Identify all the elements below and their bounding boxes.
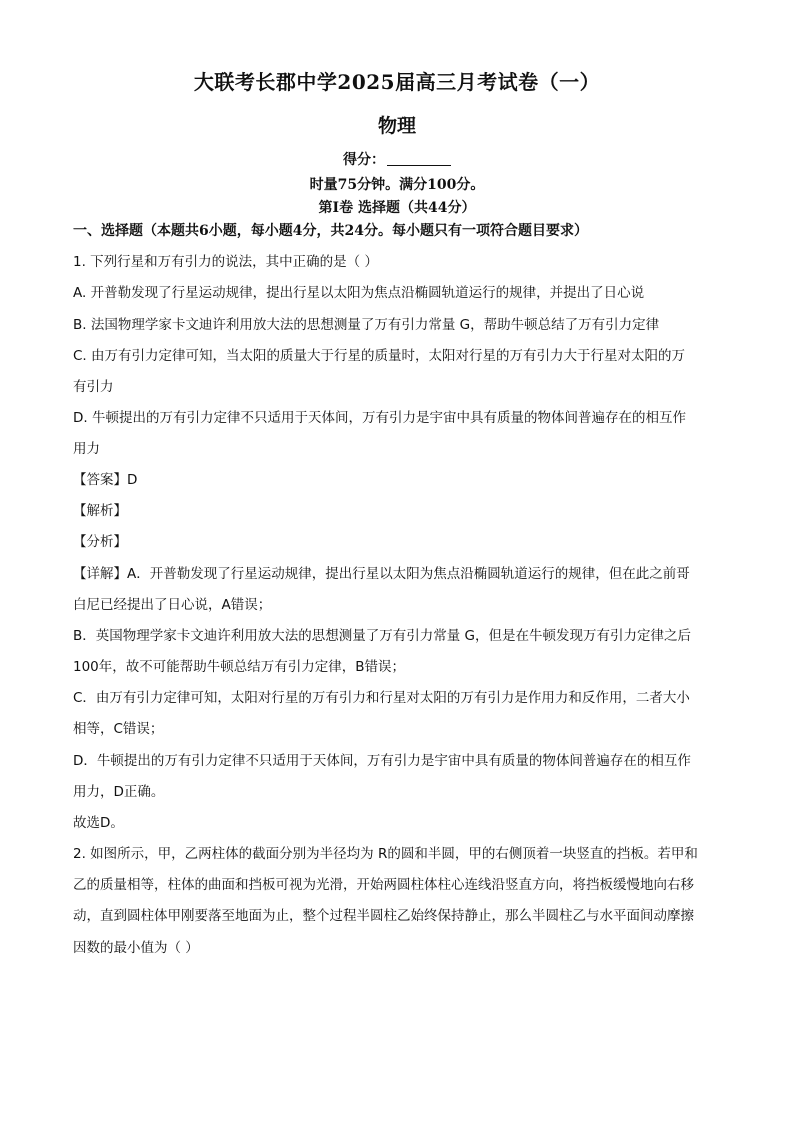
time-info: 时量75分钟。满分100分。	[309, 177, 485, 193]
q1-fenxi-label: 【分析】	[73, 534, 127, 550]
q1-conclusion: 故选D。	[73, 815, 124, 831]
q2-stem-3: 动，直到圆柱体甲刚要落至地面为止，整个过程半圆柱乙始终保持静止，那么半圆柱乙与水平面间动摩擦	[73, 908, 694, 924]
q1-option-c: C. 由万有引力定律可知，当太阳的质量大于行星的质量时，太阳对行星的万有引力大于行星对太阳的万	[73, 348, 686, 364]
q1-detail-5: C．由万有引力定律可知，太阳对行星的万有引力和行星对太阳的万有引力是作用力和反作用，二者大小	[73, 690, 690, 706]
subject-title: 物理	[377, 115, 416, 137]
q1-option-d: D. 牛顿提出的万有引力定律不只适用于天体间，万有引力是宇宙中具有质量的物体间普遍存在的相互作	[73, 410, 686, 426]
q2-stem-4: 因数的最小值为（ ）	[73, 940, 199, 956]
section-title: 一、选择题（本题共6小题，每小题4分，共24分。每小题只有一项符合题目要求）	[73, 223, 588, 239]
score-label: 得分：	[343, 152, 385, 168]
q1-option-c-cont: 有引力	[73, 379, 114, 395]
q1-analysis-label: 【解析】	[73, 503, 127, 519]
q1-option-b: B. 法国物理学家卡文迪许利用放大法的思想测量了万有引力常量 G，帮助牛顿总结了万有引力定律	[73, 317, 660, 333]
q1-detail-1: 【详解】A．开普勒发现了行星运动规律，提出行星以太阳为焦点沿椭圆轨道运行的规律，但在此之前哥	[73, 566, 690, 582]
q1-detail-6: 相等，C错误；	[73, 721, 164, 737]
part-title: 第I卷 选择题（共44分）	[318, 200, 476, 216]
exam-title: 大联考长郡中学2025届高三月考试卷（一）	[193, 70, 601, 94]
q1-detail-2: 白尼已经提出了日心说，A错误；	[73, 597, 272, 613]
q1-detail-8: 用力，D正确。	[73, 784, 165, 800]
score-line	[0, 149, 794, 169]
q1-detail-4: 100年，故不可能帮助牛顿总结万有引力定律，B错误；	[73, 659, 406, 675]
q1-detail-7: D．牛顿提出的万有引力定律不只适用于天体间，万有引力是宇宙中具有质量的物体间普遍存在的相互作	[73, 753, 691, 769]
score-blank	[387, 151, 451, 166]
q2-stem-2: 乙的质量相等，柱体的曲面和挡板可视为光滑，开始两圆柱体柱心连线沿竖直方向，将挡板缓慢地向右移	[73, 877, 694, 893]
q1-stem: 1. 下列行星和万有引力的说法，其中正确的是（ ）	[73, 254, 378, 270]
q1-option-a: A. 开普勒发现了行星运动规律，提出行星以太阳为焦点沿椭圆轨道运行的规律，并提出了日心说	[73, 285, 645, 301]
q1-detail-3: B．英国物理学家卡文迪许利用放大法的思想测量了万有引力常量 G，但是在牛顿发现万有引力定律之后	[73, 628, 692, 644]
q2-stem-1: 2. 如图所示，甲，乙两柱体的截面分别为半径均为 R的圆和半圆，甲的右侧顶着一块竖直的挡板。若甲和	[73, 846, 698, 862]
q1-option-d-cont: 用力	[73, 441, 100, 457]
q1-answer: 【答案】D	[73, 472, 138, 488]
